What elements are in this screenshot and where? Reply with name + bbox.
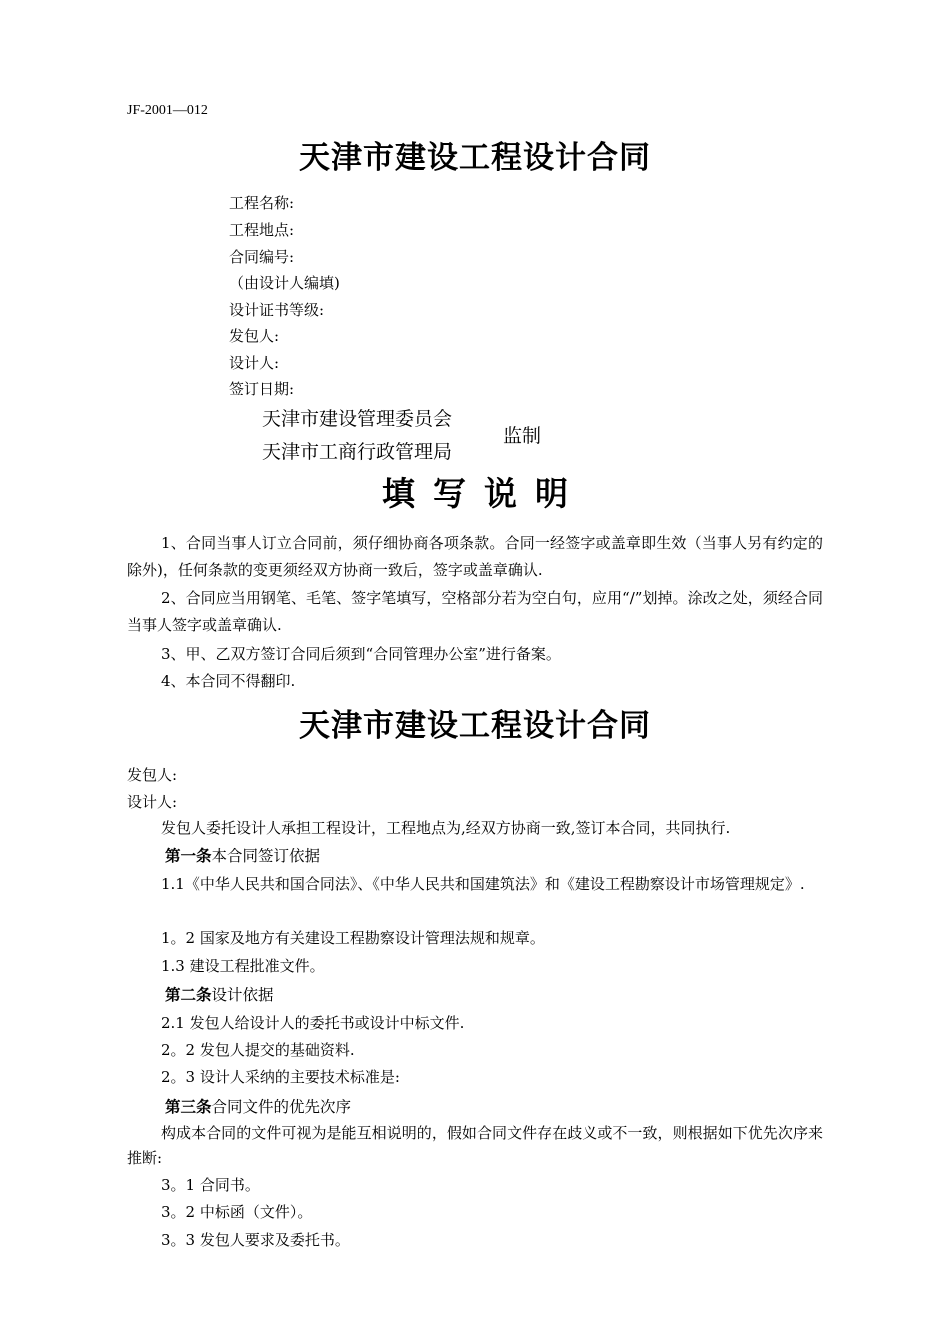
cover-title: 天津市建设工程设计合同 xyxy=(299,140,651,176)
instruction-item: 3、甲、乙双方签订合同后须到“合同管理办公室”进行备案。 xyxy=(161,645,561,663)
contract-designer-label: 设计人: xyxy=(127,793,178,811)
field-contract-number: 合同编号: xyxy=(229,248,295,266)
article-3-item: 3。1 合同书。 xyxy=(161,1176,260,1194)
field-client: 发包人: xyxy=(229,327,280,345)
article-1-item: 1.3 建设工程批准文件。 xyxy=(161,957,325,975)
article-2-item: 2.1 发包人给设计人的委托书或设计中标文件. xyxy=(161,1014,465,1032)
contract-title: 天津市建设工程设计合同 xyxy=(299,708,651,744)
article-3-item: 3。2 中标函（文件）。 xyxy=(161,1203,313,1221)
article-1-item: 1。2 国家及地方有关建设工程勘察设计管理法规和规章。 xyxy=(161,929,545,947)
article-2-title: 设计依据 xyxy=(211,986,274,1004)
field-signing-date: 签订日期: xyxy=(229,380,295,398)
article-3-heading xyxy=(165,1095,351,1117)
supervisor-commerce-bureau: 天津市工商行政管理局 xyxy=(262,441,453,463)
instruction-item: 2、合同应当用钢笔、毛笔、签字笔填写，空格部分若为空白句，应用“/”划掉。涂改之处，须经合同当事人签字或盖章确认. xyxy=(127,589,823,634)
article-1-heading xyxy=(165,844,320,866)
contract-client-label: 发包人: xyxy=(127,766,178,784)
instruction-item: 4、本合同不得翻印. xyxy=(161,672,296,690)
supervision-label: 监制 xyxy=(503,425,542,447)
field-project-name: 工程名称: xyxy=(229,194,295,212)
instructions-title: 填写说明 xyxy=(382,474,586,513)
document-code: JF-2001—012 xyxy=(127,103,208,118)
article-1-item: 1.1《中华人民共和国合同法》、《中华人民共和国建筑法》和《建设工程勘察设计市场管理规定》. xyxy=(161,875,805,893)
article-3-intro: 构成本合同的文件可视为是能互相说明的，假如合同文件存在歧义或不一致，则根据如下优先次序来推断: xyxy=(127,1124,823,1167)
article-3-item: 3。3 发包人要求及委托书。 xyxy=(161,1231,350,1249)
field-designer: 设计人: xyxy=(229,354,280,372)
article-2-item: 2。2 发包人提交的基础资料. xyxy=(161,1041,355,1059)
article-2-number: 第二条 xyxy=(165,986,212,1004)
field-project-location: 工程地点: xyxy=(229,221,295,239)
article-1-title: 本合同签订依据 xyxy=(211,847,321,865)
article-1-number: 第一条 xyxy=(165,847,212,865)
field-contract-number-note: （由设计人编填) xyxy=(229,274,340,292)
article-3-title: 合同文件的优先次序 xyxy=(211,1098,352,1116)
supervisor-construction-committee: 天津市建设管理委员会 xyxy=(262,408,453,430)
field-certificate-level: 设计证书等级: xyxy=(229,301,325,319)
contract-intro: 发包人委托设计人承担工程设计，工程地点为,经双方协商一致,签订本合同，共同执行. xyxy=(161,819,731,837)
article-3-number: 第三条 xyxy=(165,1098,212,1116)
article-2-item: 2。3 设计人采纳的主要技术标准是: xyxy=(161,1068,400,1086)
instruction-item: 1、合同当事人订立合同前，须仔细协商各项条款。合同一经签字或盖章即生效（当事人另有约定的除外)，任何条款的变更须经双方协商一致后，签字或盖章确认. xyxy=(127,534,823,579)
article-2-heading xyxy=(165,983,274,1005)
